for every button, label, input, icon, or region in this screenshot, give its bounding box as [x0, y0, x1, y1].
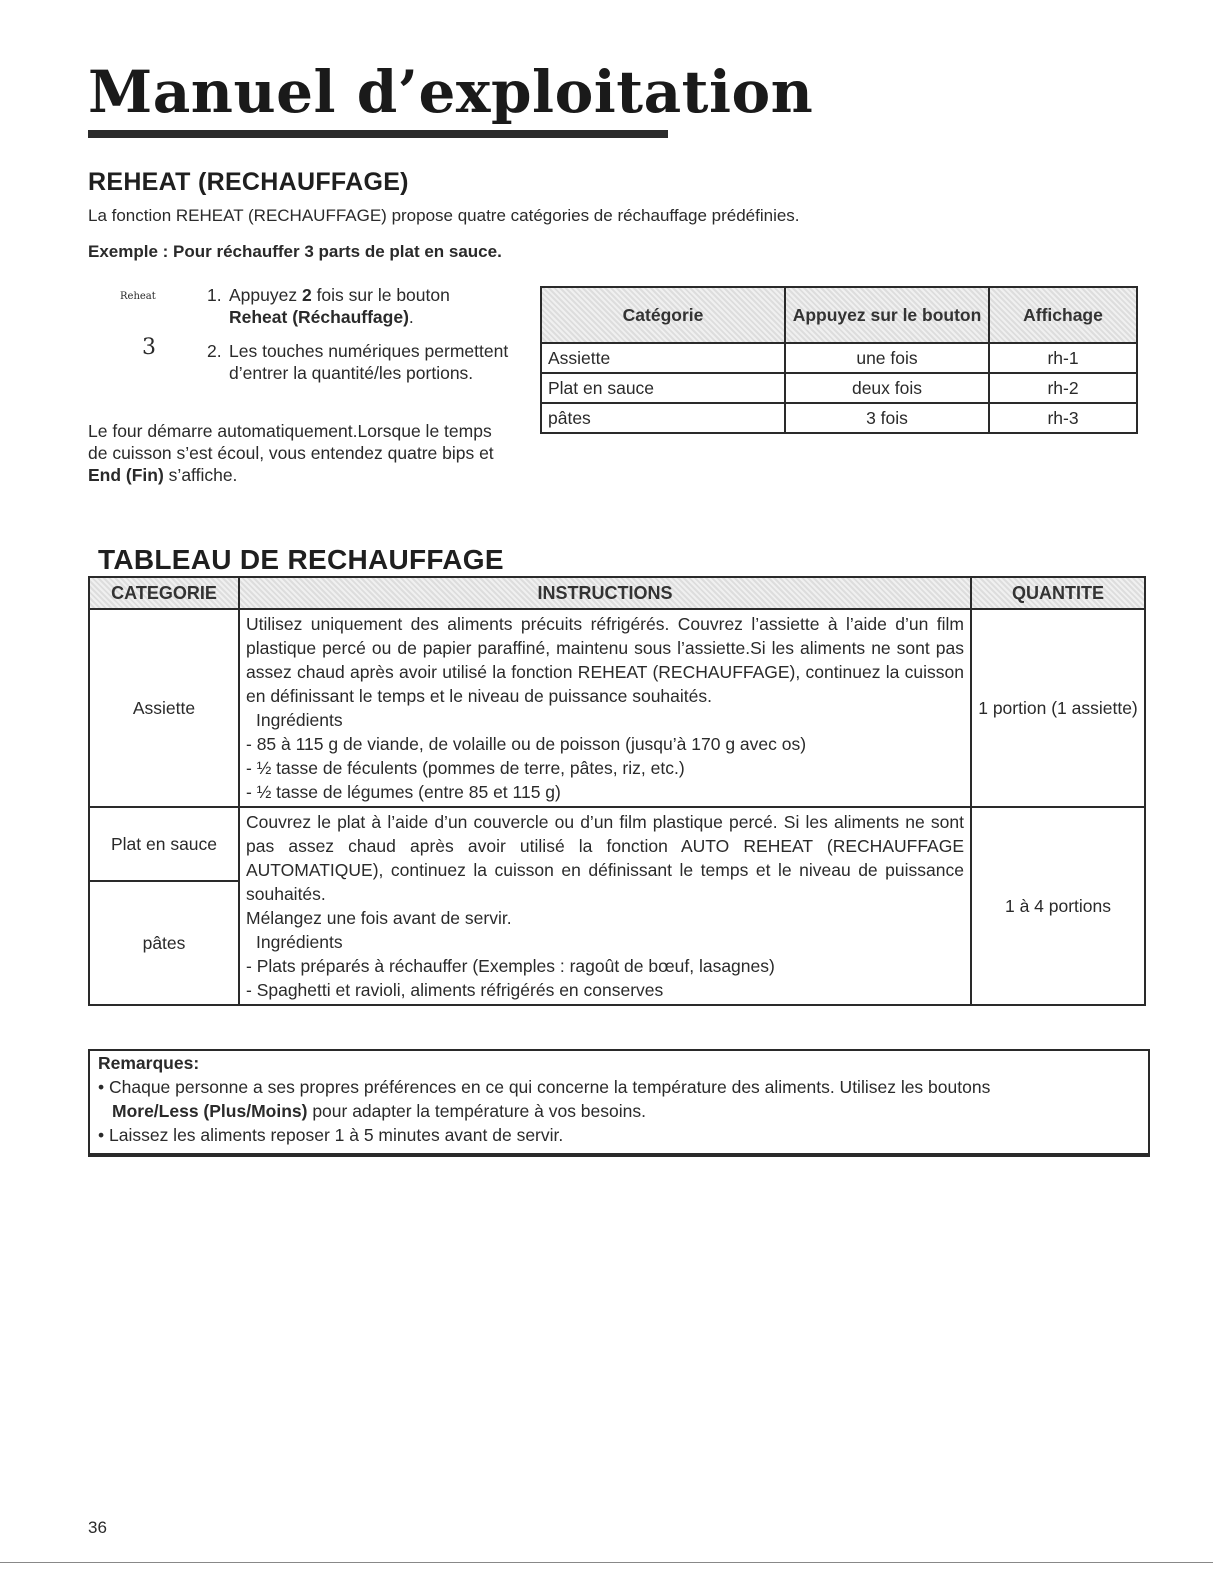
- table-header-row: [541, 287, 1137, 343]
- table-cell: rh-1: [989, 343, 1137, 373]
- remark-item: • Laissez les aliments reposer 1 à 5 minutes avant de servir.: [98, 1125, 564, 1145]
- ingredients-label: Ingrédients: [256, 932, 343, 952]
- category-cell: Assiette: [89, 609, 239, 807]
- step-text: Appuyez 2 fois sur le bouton Reheat (Réchauffage).: [229, 285, 450, 327]
- table-row: [89, 807, 1145, 881]
- table-cell: 3 fois: [785, 403, 989, 433]
- column-header: CATEGORIE: [89, 577, 239, 609]
- quantity-cell: [971, 609, 1145, 807]
- remarks-box: [88, 1049, 1150, 1157]
- reheat-example: Exemple : Pour réchauffer 3 parts de plat en sauce.: [88, 242, 502, 261]
- quantity-text: 1 portion: [978, 697, 1047, 718]
- page-title: Manuel d’exploitation: [88, 58, 814, 126]
- instructions-text: Couvrez le plat à l’aide d’un couvercle ou d’un film plastique percé. Si les aliments ne sont pas assez chaud après avoir utilisé la fonction AUTO REHEAT (RECHAUFFAGE AUTOMATIQUE), continuez la cuisson en définissant le temps et le niveau de puissance souhaités.: [246, 812, 964, 904]
- ingredient-item: - 85 à 115 g de viande, de volaille ou de poisson (jusqu’à 170 g avec os): [246, 734, 807, 754]
- instructions-text: Utilisez uniquement des aliments précuits réfrigérés. Couvrez l’assiette à l’aide d’un film plastique percé ou de papier paraffiné, maintenu sous l’assiette.Si les aliments ne sont pas assez chaud après avoir utilisé la fonction REHEAT (RECHAUFFAGE), continuez la cuisson en définissant le temps et le niveau de puissance souhaités.: [246, 614, 964, 706]
- reheat-category-table: [540, 286, 1138, 434]
- column-header: Catégorie: [541, 287, 785, 343]
- instructions-cell: [239, 807, 971, 1005]
- instructions-text: Mélangez une fois avant de servir.: [246, 908, 512, 928]
- table-cell: pâtes: [541, 403, 785, 433]
- column-header: QUANTITE: [971, 577, 1145, 609]
- title-underline: [88, 130, 668, 138]
- instructions-cell: [239, 609, 971, 807]
- tableau-section-title: TABLEAU DE RECHAUFFAGE: [98, 544, 504, 575]
- table-row: [541, 373, 1137, 403]
- table-cell: une fois: [785, 343, 989, 373]
- column-header: Affichage: [989, 287, 1137, 343]
- ingredients-label: Ingrédients: [256, 710, 343, 730]
- table-row: [541, 403, 1137, 433]
- column-header: Appuyez sur le bouton: [785, 287, 989, 343]
- quantity-text: (1 assiette): [1051, 697, 1138, 718]
- reheat-intro: La fonction REHEAT (RECHAUFFAGE) propose quatre catégories de réchauffage prédéfinies.: [88, 206, 800, 225]
- table-cell: Assiette: [541, 343, 785, 373]
- ingredient-item: - ½ tasse de légumes (entre 85 et 115 g): [246, 782, 561, 802]
- table-header-row: [89, 577, 1145, 609]
- remark-item: • Chaque personne a ses propres préférences en ce qui concerne la température des aliments. Utilisez les boutons: [98, 1077, 991, 1097]
- ingredient-item: - ½ tasse de féculents (pommes de terre, pâtes, riz, etc.): [246, 758, 685, 778]
- table-row: [541, 343, 1137, 373]
- category-cell: Plat en sauce: [89, 807, 239, 881]
- ingredient-item: - Plats préparés à réchauffer (Exemples : ragoût de bœuf, lasagnes): [246, 956, 775, 976]
- step-number: 2.: [207, 341, 222, 361]
- reheat-section-title: REHEAT (RECHAUFFAGE): [88, 168, 409, 196]
- auto-start-paragraph: Le four démarre automatiquement.Lorsque le temps de cuisson s’est écoul, vous entendez quatre bips et End (Fin) s’affiche.: [88, 421, 494, 485]
- reheat-button-name: Reheat (Réchauffage): [229, 307, 409, 327]
- column-header: INSTRUCTIONS: [239, 577, 971, 609]
- table-cell: deux fois: [785, 373, 989, 403]
- reheat-key-label: Reheat: [120, 291, 156, 302]
- number-key-label: 3: [142, 335, 156, 360]
- table-cell: Plat en sauce: [541, 373, 785, 403]
- category-cell: pâtes: [89, 881, 239, 1005]
- reheat-instructions-table: [88, 576, 1146, 1006]
- remarks-title: Remarques:: [98, 1053, 200, 1073]
- step-number: 1.: [207, 285, 222, 305]
- table-cell: rh-3: [989, 403, 1137, 433]
- table-row: [89, 609, 1145, 807]
- ingredient-item: - Spaghetti et ravioli, aliments réfrigérés en conserves: [246, 980, 664, 1000]
- quantity-cell: 1 à 4 portions: [971, 807, 1145, 1005]
- page-number: 36: [88, 1518, 107, 1537]
- remark-item: More/Less (Plus/Moins) pour adapter la température à vos besoins.: [112, 1101, 646, 1121]
- step-text: Les touches numériques permettent d’entrer la quantité/les portions.: [229, 341, 509, 383]
- bottom-rule: [0, 1562, 1213, 1563]
- table-cell: rh-2: [989, 373, 1137, 403]
